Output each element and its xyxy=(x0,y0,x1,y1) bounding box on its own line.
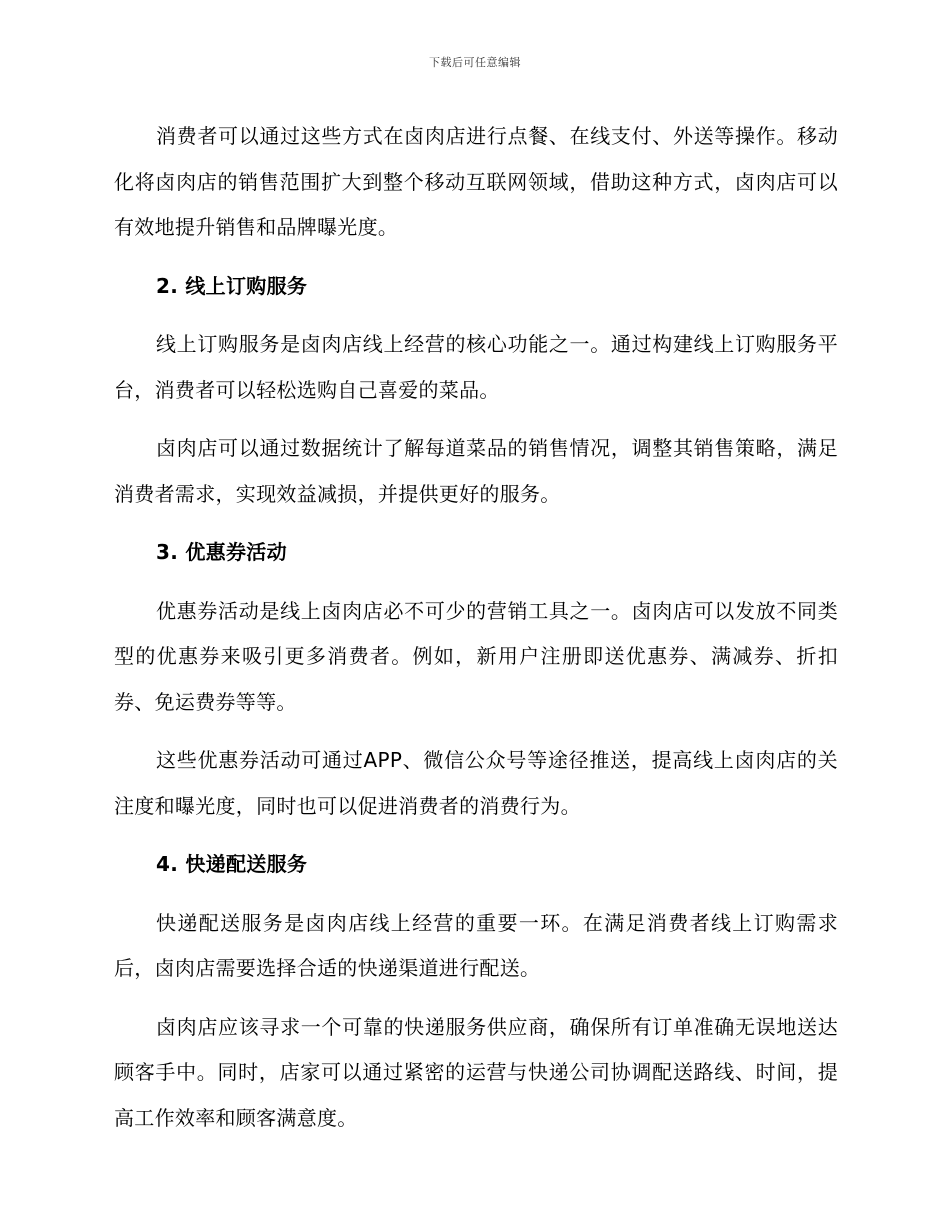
paragraph-coupon-types: 优惠券活动是线上卤肉店必不可少的营销工具之一。卤肉店可以发放不同类型的优惠券来吸引更多消费者。例如，新用户注册即送优惠券、满减券、折扣券、免运费券等等。 xyxy=(114,598,838,714)
paragraph-delivery-channel: 快递配送服务是卤肉店线上经营的重要一环。在满足消费者线上订购需求后，卤肉店需要选择合适的快递渠道进行配送。 xyxy=(114,910,838,980)
paragraph-coupon-promotion: 这些优惠券活动可通过APP、微信公众号等途径推送，提高线上卤肉店的关注度和曝光度，同时也可以促进消费者的消费行为。 xyxy=(114,748,838,818)
paragraph-online-ordering-core: 线上订购服务是卤肉店线上经营的核心功能之一。通过构建线上订购服务平台，消费者可以轻松选购自己喜爱的菜品。 xyxy=(114,332,838,402)
paragraph-sales-statistics: 卤肉店可以通过数据统计了解每道菜品的销售情况，调整其销售策略，满足消费者需求，实现效益减损，并提供更好的服务。 xyxy=(114,436,838,506)
paragraph-delivery-provider: 卤肉店应该寻求一个可靠的快递服务供应商，确保所有订单准确无误地送达顾客手中。同时，店家可以通过紧密的运营与快递公司协调配送路线、时间，提高工作效率和顾客满意度。 xyxy=(114,1014,838,1130)
paragraph-mobile-ordering: 消费者可以通过这些方式在卤肉店进行点餐、在线支付、外送等操作。移动化将卤肉店的销售范围扩大到整个移动互联网领域，借助这种方式，卤肉店可以有效地提升销售和品牌曝光度。 xyxy=(114,124,838,239)
section-heading-delivery: 4. 快递配送服务 xyxy=(156,852,308,876)
section-heading-online-ordering: 2. 线上订购服务 xyxy=(156,273,308,298)
section-heading-coupons: 3. 优惠券活动 xyxy=(156,540,287,564)
document-body xyxy=(114,114,838,1154)
header-note: 下载后可任意编辑 xyxy=(429,56,521,69)
